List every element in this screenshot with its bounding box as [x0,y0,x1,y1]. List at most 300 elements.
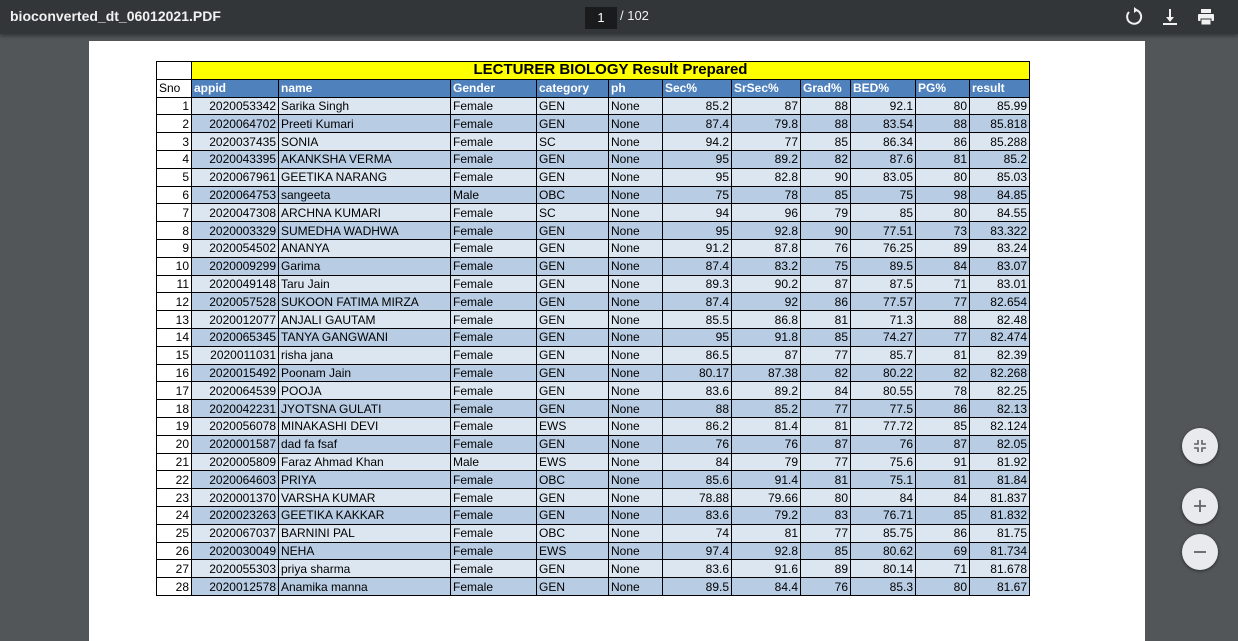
cell-category: GEN [537,400,609,418]
cell-category: GEN [537,382,609,400]
cell-result: 82.474 [970,328,1030,346]
cell-gender: Female [451,97,537,115]
cell-srsec: 79.66 [732,489,801,507]
cell-srsec: 90.2 [732,275,801,293]
rotate-icon [1122,5,1146,29]
cell-bed: 84 [851,489,916,507]
rotate-button[interactable] [1122,5,1146,29]
cell-appid: 2020064539 [192,382,279,400]
cell-name: Sarika Singh [279,97,451,115]
cell-result: 82.05 [970,435,1030,453]
print-button[interactable] [1194,5,1218,29]
cell-result: 82.13 [970,400,1030,418]
cell-category: OBC [537,524,609,542]
download-button[interactable] [1158,5,1182,29]
table-row [157,311,1030,329]
cell-appid: 2020005809 [192,453,279,471]
cell-srsec: 76 [732,435,801,453]
cell-bed: 85.7 [851,346,916,364]
cell-grad: 81 [801,471,851,489]
cell-name: risha jana [279,346,451,364]
cell-sno: 24 [157,506,192,524]
cell-sno: 4 [157,150,192,168]
cell-bed: 76.71 [851,506,916,524]
cell-srsec: 87 [732,346,801,364]
table-row [157,328,1030,346]
cell-gender: Female [451,311,537,329]
cell-bed: 75.1 [851,471,916,489]
cell-gender: Female [451,239,537,257]
cell-sno: 19 [157,417,192,435]
cell-ph: None [609,150,663,168]
table-row [157,186,1030,204]
cell-bed: 86.34 [851,133,916,151]
col-header-ph: ph [609,79,663,97]
cell-grad: 85 [801,542,851,560]
page-total: / 102 [620,8,649,23]
cell-ph: None [609,453,663,471]
cell-sec: 85.5 [663,311,732,329]
col-header-result: result [970,79,1030,97]
cell-pg: 87 [916,435,970,453]
cell-ph: None [609,168,663,186]
table-row [157,133,1030,151]
cell-grad: 86 [801,293,851,311]
cell-name: MINAKASHI DEVI [279,417,451,435]
cell-bed: 76.25 [851,239,916,257]
cell-pg: 98 [916,186,970,204]
cell-appid: 2020001587 [192,435,279,453]
cell-result: 81.92 [970,453,1030,471]
cell-sno: 9 [157,239,192,257]
cell-pg: 80 [916,578,970,596]
cell-bed: 77.57 [851,293,916,311]
document-title: bioconverted_dt_06012021.PDF [10,8,221,24]
cell-pg: 86 [916,400,970,418]
cell-category: GEN [537,346,609,364]
cell-category: GEN [537,293,609,311]
cell-result: 81.837 [970,489,1030,507]
cell-result: 83.24 [970,239,1030,257]
cell-category: GEN [537,150,609,168]
cell-grad: 85 [801,133,851,151]
cell-sec: 86.5 [663,346,732,364]
cell-pg: 78 [916,382,970,400]
cell-pg: 80 [916,168,970,186]
cell-srsec: 92.8 [732,222,801,240]
cell-srsec: 87 [732,97,801,115]
cell-bed: 85 [851,204,916,222]
cell-sec: 95 [663,150,732,168]
table-row [157,293,1030,311]
cell-sno: 26 [157,542,192,560]
cell-result: 84.85 [970,186,1030,204]
cell-category: GEN [537,435,609,453]
cell-result: 82.268 [970,364,1030,382]
cell-srsec: 89.2 [732,150,801,168]
cell-sec: 74 [663,524,732,542]
cell-category: SC [537,204,609,222]
cell-srsec: 79.8 [732,115,801,133]
cell-sec: 83.6 [663,382,732,400]
column-header-row [157,79,1030,97]
cell-pg: 71 [916,560,970,578]
table-row [157,489,1030,507]
cell-gender: Female [451,435,537,453]
cell-sec: 85.6 [663,471,732,489]
cell-appid: 2020009299 [192,257,279,275]
cell-ph: None [609,435,663,453]
cell-srsec: 77 [732,133,801,151]
cell-gender: Female [451,275,537,293]
cell-grad: 77 [801,524,851,542]
cell-grad: 85 [801,328,851,346]
cell-appid: 2020057528 [192,293,279,311]
cell-result: 85.2 [970,150,1030,168]
cell-gender: Female [451,150,537,168]
cell-ph: None [609,311,663,329]
cell-sec: 88 [663,400,732,418]
cell-gender: Female [451,471,537,489]
cell-gender: Female [451,346,537,364]
cell-pg: 88 [916,115,970,133]
cell-srsec: 81 [732,524,801,542]
cell-name: Anamika manna [279,578,451,596]
cell-sec: 83.6 [663,506,732,524]
cell-srsec: 89.2 [732,382,801,400]
cell-grad: 87 [801,275,851,293]
cell-appid: 2020023263 [192,506,279,524]
cell-appid: 2020030049 [192,542,279,560]
cell-sno: 28 [157,578,192,596]
table-row [157,239,1030,257]
cell-bed: 87.6 [851,150,916,168]
cell-grad: 77 [801,453,851,471]
cell-sec: 85.2 [663,97,732,115]
print-icon [1194,5,1218,29]
cell-name: TANYA GANGWANI [279,328,451,346]
cell-result: 81.67 [970,578,1030,596]
cell-grad: 88 [801,115,851,133]
cell-grad: 84 [801,382,851,400]
table-row [157,524,1030,542]
cell-sno: 12 [157,293,192,311]
cell-sec: 84 [663,453,732,471]
cell-srsec: 84.4 [732,578,801,596]
cell-ph: None [609,115,663,133]
download-icon [1158,5,1182,29]
table-row [157,97,1030,115]
fit-page-icon [1191,437,1209,455]
cell-grad: 76 [801,578,851,596]
cell-category: GEN [537,222,609,240]
cell-name: ANJALI GAUTAM [279,311,451,329]
cell-gender: Female [451,542,537,560]
cell-appid: 2020037435 [192,133,279,151]
cell-sec: 94.2 [663,133,732,151]
cell-gender: Female [451,257,537,275]
cell-appid: 2020015492 [192,364,279,382]
cell-gender: Female [451,382,537,400]
cell-gender: Female [451,133,537,151]
cell-ph: None [609,133,663,151]
cell-sno: 16 [157,364,192,382]
cell-sec: 87.4 [663,293,732,311]
cell-name: POOJA [279,382,451,400]
col-header-bed: BED% [851,79,916,97]
cell-srsec: 85.2 [732,400,801,418]
cell-grad: 82 [801,150,851,168]
cell-grad: 90 [801,222,851,240]
cell-appid: 2020012077 [192,311,279,329]
zoom-in-button[interactable] [1182,488,1218,524]
cell-result: 83.01 [970,275,1030,293]
table-row [157,346,1030,364]
cell-name: GEETIKA KAKKAR [279,506,451,524]
cell-bed: 83.54 [851,115,916,133]
cell-category: GEN [537,275,609,293]
cell-srsec: 92 [732,293,801,311]
cell-srsec: 82.8 [732,168,801,186]
cell-sec: 94 [663,204,732,222]
cell-grad: 76 [801,239,851,257]
cell-appid: 2020064753 [192,186,279,204]
table-row [157,168,1030,186]
cell-grad: 77 [801,400,851,418]
cell-ph: None [609,275,663,293]
cell-result: 85.03 [970,168,1030,186]
cell-bed: 85.75 [851,524,916,542]
cell-sno: 13 [157,311,192,329]
cell-appid: 2020055303 [192,560,279,578]
cell-ph: None [609,186,663,204]
cell-ph: None [609,97,663,115]
cell-pg: 73 [916,222,970,240]
cell-category: GEN [537,257,609,275]
cell-name: BARNINI PAL [279,524,451,542]
cell-appid: 2020043395 [192,150,279,168]
cell-sec: 78.88 [663,489,732,507]
cell-pg: 80 [916,97,970,115]
cell-grad: 81 [801,311,851,329]
col-header-srsec: SrSec% [732,79,801,97]
cell-srsec: 91.4 [732,471,801,489]
cell-sno: 5 [157,168,192,186]
cell-category: GEN [537,328,609,346]
cell-sno: 3 [157,133,192,151]
cell-category: GEN [537,239,609,257]
cell-category: GEN [537,311,609,329]
cell-appid: 2020064603 [192,471,279,489]
cell-sno: 8 [157,222,192,240]
cell-ph: None [609,222,663,240]
cell-appid: 2020047308 [192,204,279,222]
cell-ph: None [609,346,663,364]
cell-sec: 87.4 [663,257,732,275]
cell-srsec: 79 [732,453,801,471]
cell-ph: None [609,328,663,346]
table-row [157,382,1030,400]
cell-bed: 80.62 [851,542,916,560]
cell-name: AKANKSHA VERMA [279,150,451,168]
cell-bed: 77.72 [851,417,916,435]
cell-name: GEETIKA NARANG [279,168,451,186]
cell-sno: 23 [157,489,192,507]
cell-category: OBC [537,471,609,489]
cell-sec: 95 [663,328,732,346]
cell-gender: Female [451,293,537,311]
table-row [157,453,1030,471]
cell-pg: 84 [916,489,970,507]
pdf-toolbar [0,0,1238,34]
cell-grad: 77 [801,346,851,364]
table-row [157,115,1030,133]
cell-gender: Female [451,417,537,435]
cell-grad: 88 [801,97,851,115]
cell-result: 85.288 [970,133,1030,151]
cell-pg: 85 [916,417,970,435]
cell-name: SUMEDHA WADHWA [279,222,451,240]
cell-name: ANANYA [279,239,451,257]
cell-sno: 20 [157,435,192,453]
cell-sec: 97.4 [663,542,732,560]
cell-category: GEN [537,506,609,524]
cell-category: EWS [537,417,609,435]
cell-result: 82.39 [970,346,1030,364]
cell-gender: Female [451,364,537,382]
cell-category: OBC [537,186,609,204]
cell-bed: 77.51 [851,222,916,240]
cell-ph: None [609,204,663,222]
cell-bed: 92.1 [851,97,916,115]
cell-result: 85.99 [970,97,1030,115]
cell-gender: Female [451,222,537,240]
cell-ph: None [609,489,663,507]
cell-ph: None [609,400,663,418]
cell-appid: 2020067037 [192,524,279,542]
cell-ph: None [609,364,663,382]
cell-sno: 1 [157,97,192,115]
cell-sno: 22 [157,471,192,489]
zoom-out-button[interactable] [1182,534,1218,570]
col-header-category: category [537,79,609,97]
cell-pg: 91 [916,453,970,471]
cell-bed: 83.05 [851,168,916,186]
cell-sno: 27 [157,560,192,578]
cell-bed: 77.5 [851,400,916,418]
cell-ph: None [609,506,663,524]
cell-bed: 89.5 [851,257,916,275]
cell-sno: 21 [157,453,192,471]
cell-bed: 75 [851,186,916,204]
col-header-gender: Gender [451,79,537,97]
zoom-in-icon [1191,497,1209,515]
cell-sec: 87.4 [663,115,732,133]
cell-category: GEN [537,168,609,186]
cell-gender: Female [451,168,537,186]
cell-pg: 89 [916,239,970,257]
cell-appid: 2020049148 [192,275,279,293]
table-row [157,560,1030,578]
table-row [157,542,1030,560]
cell-pg: 77 [916,328,970,346]
cell-sec: 95 [663,168,732,186]
cell-result: 83.07 [970,257,1030,275]
cell-category: EWS [537,542,609,560]
cell-ph: None [609,578,663,596]
cell-name: Poonam Jain [279,364,451,382]
cell-result: 82.48 [970,311,1030,329]
cell-bed: 75.6 [851,453,916,471]
cell-name: Preeti Kumari [279,115,451,133]
cell-gender: Female [451,328,537,346]
cell-sec: 91.2 [663,239,732,257]
cell-sec: 95 [663,222,732,240]
table-row [157,417,1030,435]
cell-pg: 85 [916,506,970,524]
cell-category: EWS [537,453,609,471]
cell-result: 81.832 [970,506,1030,524]
cell-result: 81.678 [970,560,1030,578]
col-header-pg: PG% [916,79,970,97]
cell-name: SONIA [279,133,451,151]
table-row [157,204,1030,222]
cell-appid: 2020065345 [192,328,279,346]
cell-srsec: 86.8 [732,311,801,329]
cell-sno: 17 [157,382,192,400]
cell-srsec: 87.8 [732,239,801,257]
cell-grad: 82 [801,364,851,382]
cell-name: PRIYA [279,471,451,489]
cell-srsec: 96 [732,204,801,222]
col-header-name: name [279,79,451,97]
fit-page-button[interactable] [1182,428,1218,464]
cell-srsec: 83.2 [732,257,801,275]
cell-gender: Male [451,453,537,471]
cell-gender: Male [451,186,537,204]
cell-ph: None [609,293,663,311]
table-row [157,364,1030,382]
cell-name: JYOTSNA GULATI [279,400,451,418]
cell-ph: None [609,417,663,435]
cell-name: priya sharma [279,560,451,578]
cell-name: sangeeta [279,186,451,204]
cell-name: Faraz Ahmad Khan [279,453,451,471]
cell-result: 82.25 [970,382,1030,400]
cell-grad: 80 [801,489,851,507]
cell-pg: 84 [916,257,970,275]
table-row [157,400,1030,418]
col-header-sec: Sec% [663,79,732,97]
cell-pg: 86 [916,524,970,542]
cell-ph: None [609,257,663,275]
cell-pg: 77 [916,293,970,311]
cell-ph: None [609,524,663,542]
cell-ph: None [609,239,663,257]
cell-gender: Female [451,524,537,542]
page-number-input[interactable] [585,7,617,29]
cell-pg: 69 [916,542,970,560]
cell-appid: 2020064702 [192,115,279,133]
cell-srsec: 79.2 [732,506,801,524]
cell-result: 82.654 [970,293,1030,311]
cell-grad: 85 [801,186,851,204]
cell-gender: Female [451,560,537,578]
cell-bed: 85.3 [851,578,916,596]
cell-sec: 86.2 [663,417,732,435]
cell-ph: None [609,560,663,578]
cell-result: 81.734 [970,542,1030,560]
